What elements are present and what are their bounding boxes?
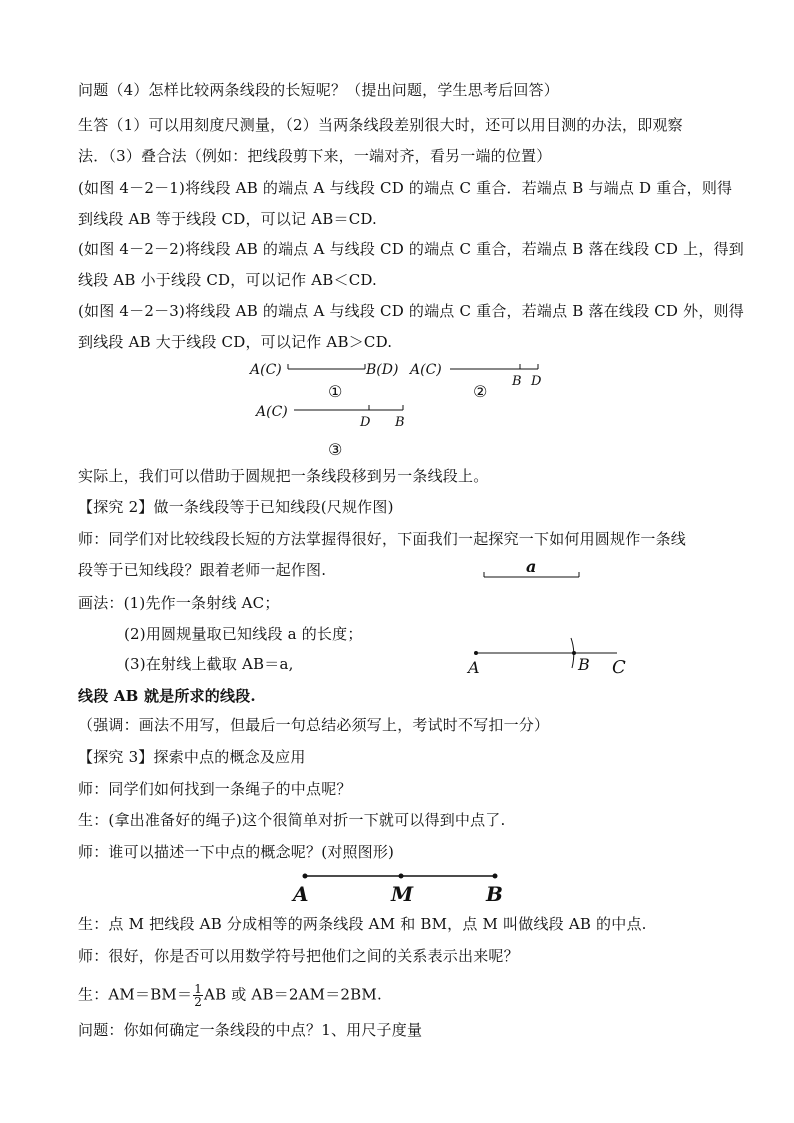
fraction-half — [193, 983, 203, 1008]
fraction-numerator: 1 — [194, 982, 203, 996]
fig1-label-left: A(C) — [250, 362, 282, 378]
text-line: 实际上，我们可以借助于圆规把一条线段移到另一条线段上。 — [78, 467, 489, 485]
fig2-label-b: B — [512, 374, 522, 389]
text-line: 问题：你如何确定一条线段的中点？1、用尺子度量 — [78, 1021, 423, 1039]
midpoint-point-a — [303, 874, 308, 879]
text-line: (2)用圆规量取已知线段 a 的长度； — [124, 625, 363, 643]
text-line: 问题（4）怎样比较两条线段的长短呢？（提出问题，学生思考后回答） — [78, 81, 559, 99]
fig2-label-d: D — [531, 374, 542, 389]
midpoint-point-m — [399, 874, 404, 879]
text-line: 线段 AB 小于线段 CD，可以记作 AB＜CD. — [78, 271, 378, 289]
text-line: 【探究 3】探索中点的概念及应用 — [78, 748, 306, 766]
text-line-conclusion: 线段 AB 就是所求的线段. — [78, 687, 256, 705]
text-line: 画法：(1)先作一条射线 AC； — [78, 594, 280, 612]
text-line: 到线段 AB 大于线段 CD，可以记作 AB＞CD. — [78, 333, 393, 351]
text-line: 【探究 2】做一条线段等于已知线段(尺规作图) — [78, 498, 394, 516]
formula-prefix: 生：AM＝BM＝ — [78, 985, 193, 1004]
ray-label-b: B — [578, 655, 590, 674]
midpoint-label-m: M — [391, 882, 414, 906]
text-line: (如图 4－2－2)将线段 AB 的端点 A 与线段 CD 的端点 C 重合，若端点 B 落在线段 CD 上，得到 — [78, 240, 744, 258]
fig1-label-right: B(D) — [366, 362, 399, 378]
segment-a-label: a — [526, 557, 537, 576]
fig2-label-left: A(C) — [410, 362, 442, 378]
text-line: 生答（1）可以用刻度尺测量，（2）当两条线段差别很大时，还可以用目测的办法，即观察 — [78, 116, 683, 134]
text-line: (如图 4－2－3)将线段 AB 的端点 A 与线段 CD 的端点 C 重合，若端点 B 落在线段 CD 外，则得 — [78, 302, 744, 320]
text-line: 段等于已知线段？跟着老师一起作图. — [78, 561, 327, 579]
fraction-denominator: 2 — [194, 995, 203, 1009]
text-line: 师：很好，你是否可以用数学符号把他们之间的关系表示出来呢？ — [78, 947, 519, 965]
ray-label-a: A — [468, 658, 480, 677]
fig3-label-b: B — [395, 415, 405, 430]
fig3-label-left: A(C) — [256, 404, 288, 420]
text-line: 法．（3）叠合法（例如：把线段剪下来，一端对齐，看另一端的位置） — [78, 147, 552, 165]
text-line: 生：(拿出准备好的绳子)这个很简单对折一下就可以得到中点了. — [78, 811, 506, 829]
formula-line — [78, 983, 382, 1008]
ray-point-a — [474, 651, 478, 655]
ray-label-c: C — [612, 657, 626, 678]
text-line: (3)在射线上截取 AB＝a, — [124, 655, 294, 673]
midpoint-label-a: A — [293, 882, 309, 906]
fig3-number: ③ — [328, 440, 343, 459]
fig3-label-d: D — [360, 415, 371, 430]
text-line: （强调：画法不用写，但最后一句总结必须写上，考试时不写扣一分） — [78, 716, 550, 734]
fig2-number: ② — [473, 382, 488, 401]
text-line: 师：同学们对比较线段长短的方法掌握得很好，下面我们一起探究一下如何用圆规作一条线 — [78, 530, 687, 548]
formula-suffix: AB 或 AB＝2AM＝2BM. — [204, 985, 382, 1004]
text-line: 生：点 M 把线段 AB 分成相等的两条线段 AM 和 BM，点 M 叫做线段 AB 的中点. — [78, 915, 647, 933]
fig1-number: ① — [328, 382, 343, 401]
midpoint-point-b — [493, 874, 498, 879]
text-line: 师：谁可以描述一下中点的概念呢？(对照图形) — [78, 843, 395, 861]
midpoint-label-b: B — [486, 882, 503, 906]
text-line: (如图 4－2－1)将线段 AB 的端点 A 与线段 CD 的端点 C 重合．若端点 B 与端点 D 重合，则得 — [78, 179, 733, 197]
text-line: 到线段 AB 等于线段 CD，可以记 AB＝CD. — [78, 210, 378, 228]
text-line: 师：同学们如何找到一条绳子的中点呢？ — [78, 780, 352, 798]
